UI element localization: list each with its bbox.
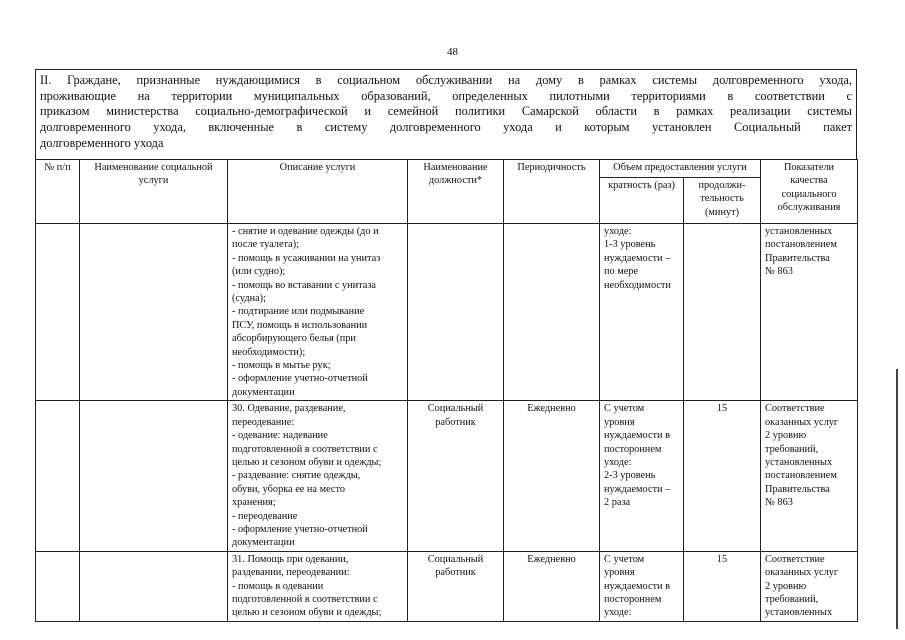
cell-multiplicity-line: нуждаемости в bbox=[604, 580, 670, 592]
cell-description-line: - помощь во вставании с унитаза bbox=[232, 279, 376, 291]
cell-quality-line: Соответствие bbox=[765, 403, 825, 415]
cell-description-line: документации bbox=[232, 386, 295, 398]
cell-quality-line: установленных bbox=[765, 456, 833, 468]
cell-multiplicity bbox=[600, 401, 684, 551]
cell-duration-line: 15 bbox=[716, 403, 728, 415]
cell-multiplicity bbox=[600, 224, 684, 401]
heading-line: II. Граждане, признанные нуждающимися в социальном обслуживании на дому в рамках системы долговременного ухода, bbox=[40, 73, 852, 87]
cell-periodicity-line: Ежедневно bbox=[527, 403, 576, 415]
cell-duration bbox=[684, 401, 761, 551]
cell-description-line: раздевании, переодевании: bbox=[232, 567, 350, 579]
cell-position bbox=[408, 224, 504, 401]
cell-service-name bbox=[80, 401, 228, 551]
cell-description-line: после туалета); bbox=[232, 239, 300, 251]
cell-duration bbox=[684, 224, 761, 401]
header-duration: продолжи-тельность (минут) bbox=[684, 178, 761, 224]
header-multiplicity: кратность (раз) bbox=[600, 178, 684, 224]
cell-description-line: подготовленной в соответствии с bbox=[232, 593, 378, 605]
cell-quality-line: 2 уровню bbox=[765, 580, 807, 592]
cell-quality-line: установленных bbox=[765, 607, 833, 619]
cell-quality-line: постановлением bbox=[765, 470, 837, 482]
cell-description-line: хранения; bbox=[232, 497, 276, 509]
cell-service-name bbox=[80, 551, 228, 621]
cell-description-line: - раздевание: снятие одежды, bbox=[232, 470, 361, 482]
heading-line: проживающие на территории муниципальных образований, определенных пилотными территориями в соответствии с bbox=[40, 88, 852, 103]
cell-description-line: необходимости); bbox=[232, 346, 306, 358]
cell-description-line: обуви, уборка ее на место bbox=[232, 483, 345, 495]
cell-quality-line: 2 уровню bbox=[765, 430, 807, 442]
cell-multiplicity-line: нуждаемости – bbox=[604, 483, 671, 495]
cell-periodicity bbox=[504, 224, 600, 401]
heading-line: долговременного ухода, включенные в систему долговременного ухода и которым установлен Социальный пакет bbox=[40, 120, 852, 135]
cell-quality bbox=[761, 224, 858, 401]
cell-multiplicity-line: 1-3 уровень bbox=[604, 239, 656, 251]
cell-description-line: - помощь в мытье рук; bbox=[232, 360, 331, 372]
cell-description-line: - снятие и одевание одежды (до и bbox=[232, 226, 379, 237]
cell-description-line: подготовленной в соответствии с bbox=[232, 443, 378, 455]
cell-multiplicity-line: постороннем bbox=[604, 443, 662, 455]
heading-line: приказом министерства социально-демографической и семейной политики Самарской области в рамках реализации системы bbox=[40, 104, 852, 119]
cell-description-line: - подтирание или подмывание bbox=[232, 306, 365, 318]
cell-multiplicity-line: уровня bbox=[604, 567, 635, 579]
cell-description-line: 30. Одевание, раздевание, bbox=[232, 403, 346, 415]
cell-num bbox=[36, 401, 80, 551]
header-position: Наименование должности* bbox=[408, 160, 504, 224]
cell-description-line: - оформление учетно-отчетной bbox=[232, 373, 368, 385]
table-body bbox=[36, 224, 858, 622]
cell-position bbox=[408, 401, 504, 551]
cell-multiplicity-line: уходе: bbox=[604, 226, 632, 237]
cell-quality-line: Правительства bbox=[765, 483, 830, 495]
cell-multiplicity-line: С учетом bbox=[604, 553, 645, 565]
cell-quality-line: требований, bbox=[765, 443, 819, 455]
cell-description-line: (судна); bbox=[232, 293, 266, 305]
cell-quality-line: оказанных услуг bbox=[765, 416, 839, 428]
header-description: Описание услуги bbox=[228, 160, 408, 224]
cell-description-line: абсорбирующего белья (при bbox=[232, 333, 356, 345]
page-edge-mark bbox=[896, 369, 898, 629]
cell-multiplicity-line: 2 раза bbox=[604, 497, 631, 509]
cell-num bbox=[36, 551, 80, 621]
cell-multiplicity-line: нуждаемости в bbox=[604, 430, 670, 442]
cell-position-line: Социальный bbox=[427, 553, 484, 565]
header-quality: Показатели качества социального обслуживания bbox=[761, 160, 858, 224]
cell-periodicity bbox=[504, 551, 600, 621]
section-heading bbox=[35, 69, 857, 159]
cell-multiplicity-line: необходимости bbox=[604, 279, 671, 291]
cell-quality-line: требований, bbox=[765, 593, 819, 605]
cell-multiplicity-line: нуждаемости – bbox=[604, 252, 671, 264]
cell-multiplicity bbox=[600, 551, 684, 621]
cell-quality-line: постановлением bbox=[765, 239, 837, 251]
cell-num bbox=[36, 224, 80, 401]
cell-description-line: целью и сезоном обуви и одежды; bbox=[232, 456, 382, 468]
table-row bbox=[36, 224, 858, 401]
cell-multiplicity-line: уходе: bbox=[604, 607, 632, 619]
cell-description bbox=[228, 551, 408, 621]
cell-position-line: Социальный bbox=[427, 403, 484, 415]
cell-description-line: (или судно); bbox=[232, 266, 286, 278]
cell-position-line: работник bbox=[435, 567, 476, 579]
cell-multiplicity-line: по мере bbox=[604, 266, 639, 278]
cell-duration-line: 15 bbox=[716, 553, 728, 565]
cell-description-line: ПСУ, помощь в использовании bbox=[232, 319, 368, 331]
cell-service-name bbox=[80, 224, 228, 401]
cell-description-line: - помощь в усаживании на унитаз bbox=[232, 252, 381, 264]
cell-position bbox=[408, 551, 504, 621]
cell-multiplicity-line: С учетом bbox=[604, 403, 645, 415]
cell-description-line: - помощь в одевании bbox=[232, 580, 324, 592]
cell-quality bbox=[761, 551, 858, 621]
page-number: 48 bbox=[447, 46, 458, 58]
cell-description-line: документации bbox=[232, 537, 295, 549]
cell-position-line: работник bbox=[435, 416, 476, 428]
cell-quality-line: установленных bbox=[765, 226, 833, 237]
cell-multiplicity-line: 2-3 уровень bbox=[604, 470, 656, 482]
cell-description bbox=[228, 224, 408, 401]
table-row bbox=[36, 401, 858, 551]
cell-description-line: переодевание: bbox=[232, 416, 295, 428]
cell-quality-line: оказанных услуг bbox=[765, 567, 839, 579]
cell-quality-line: Правительства bbox=[765, 252, 830, 264]
services-table bbox=[35, 159, 858, 622]
cell-quality bbox=[761, 401, 858, 551]
cell-multiplicity-line: постороннем bbox=[604, 593, 662, 605]
table-row bbox=[36, 551, 858, 621]
cell-quality-line: Соответствие bbox=[765, 553, 825, 565]
cell-description bbox=[228, 401, 408, 551]
cell-multiplicity-line: уходе: bbox=[604, 456, 632, 468]
cell-quality-line: № 863 bbox=[765, 497, 793, 509]
cell-description-line: 31. Помощь при одевании, bbox=[232, 553, 349, 565]
cell-periodicity-line: Ежедневно bbox=[527, 553, 576, 565]
heading-line: долговременного ухода bbox=[40, 135, 164, 150]
cell-description-line: - одевание: надевание bbox=[232, 430, 328, 442]
cell-description-line: - переодевание bbox=[232, 510, 298, 522]
cell-multiplicity-line: уровня bbox=[604, 416, 635, 428]
header-volume-group: Объем предоставления услуги bbox=[600, 160, 761, 178]
cell-duration bbox=[684, 551, 761, 621]
header-num: № п/п bbox=[36, 160, 80, 224]
cell-quality-line: № 863 bbox=[765, 266, 793, 278]
cell-periodicity bbox=[504, 401, 600, 551]
cell-description-line: - оформление учетно-отчетной bbox=[232, 523, 368, 535]
cell-description-line: целью и сезоном обуви и одежды; bbox=[232, 607, 382, 619]
header-periodicity: Периодичность bbox=[504, 160, 600, 224]
header-service-name: Наименование социальной услуги bbox=[80, 160, 228, 224]
